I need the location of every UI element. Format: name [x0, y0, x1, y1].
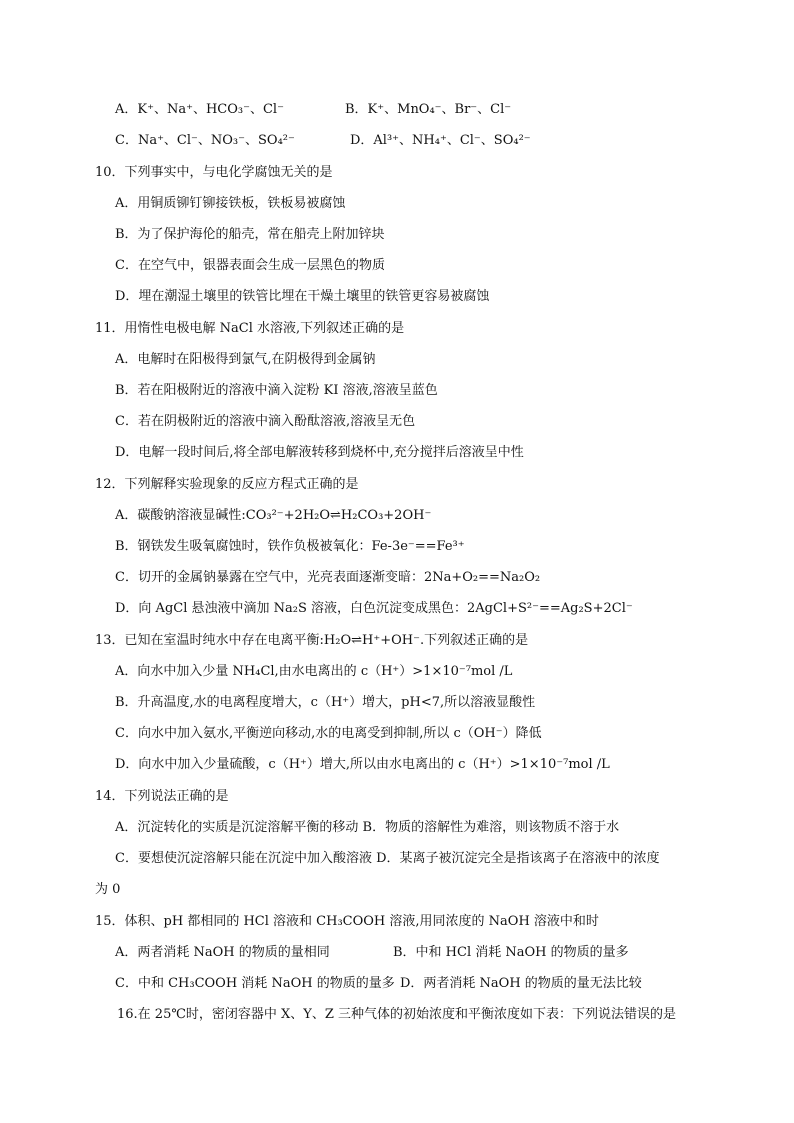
q12-option-b: B．钢铁发生吸氧腐蚀时，铁作负极被氧化：Fe-3e⁻==Fe³⁺: [115, 539, 465, 554]
q10-option-a: A．用铜质铆钉铆接铁板，铁板易被腐蚀: [115, 196, 346, 211]
q13-stem: 13．已知在室温时纯水中存在电离平衡:H₂O⇌H⁺+OH⁻.下列叙述正确的是: [95, 633, 529, 648]
q15-option-c: C．中和 CH₃COOH 消耗 NaOH 的物质的量多: [115, 976, 395, 991]
q14-options-cd: C．要想使沉淀溶解只能在沉淀中加入酸溶液 D．某离子被沉淀完全是指该离子在溶液中的浓度: [115, 851, 660, 866]
q11-option-b: B．若在阳极附近的溶液中滴入淀粉 KI 溶液,溶液呈蓝色: [115, 383, 438, 398]
q15-option-d: D．两者消耗 NaOH 的物质的量无法比较: [400, 976, 642, 991]
q11-option-d: D．电解一段时间后,将全部电解液转移到烧杯中,充分搅拌后溶液呈中性: [115, 445, 524, 460]
q13-option-a: A．向水中加入少量 NH₄Cl,由水电离出的 c（H⁺）>1×10⁻⁷mol /L: [115, 664, 513, 679]
q12-option-c: C．切开的金属钠暴露在空气中，光亮表面逐渐变暗：2Na+O₂==Na₂O₂: [115, 570, 541, 585]
q9-option-c: C．Na⁺、Cl⁻、NO₃⁻、SO₄²⁻: [115, 133, 295, 148]
q15-option-a: A．两者消耗 NaOH 的物质的量相同: [115, 945, 330, 960]
q12-stem: 12．下列解释实验现象的反应方程式正确的是: [95, 477, 359, 492]
q10-option-d: D．埋在潮湿土壤里的铁管比埋在干燥土壤里的铁管更容易被腐蚀: [115, 289, 490, 304]
q10-option-b: B．为了保护海伦的船壳，常在船壳上附加锌块: [115, 227, 385, 242]
q13-option-d: D．向水中加入少量硫酸，c（H⁺）增大,所以由水电离出的 c（H⁺）>1×10⁻⁷mol /L: [115, 757, 610, 772]
q12-option-d: D．向 AgCl 悬浊液中滴加 Na₂S 溶液，白色沉淀变成黑色：2AgCl+S²⁻==Ag₂S+2Cl⁻: [115, 601, 633, 616]
q9-option-b: B．K⁺、MnO₄⁻、Br⁻、Cl⁻: [345, 102, 512, 117]
q13-option-c: C．向水中加入氨水,平衡逆向移动,水的电离受到抑制,所以 c（OH⁻）降低: [115, 726, 542, 741]
q14-stem: 14．下列说法正确的是: [95, 789, 229, 804]
q11-option-a: A．电解时在阳极得到氯气,在阴极得到金属钠: [115, 352, 376, 367]
q12-option-a: A．碳酸钠溶液显碱性:CO₃²⁻+2H₂O⇌H₂CO₃+2OH⁻: [115, 508, 432, 523]
q15-stem: 15．体积、pH 都相同的 HCl 溶液和 CH₃COOH 溶液,用同浓度的 NaOH 溶液中和时: [95, 914, 599, 929]
q9-option-d: D．Al³⁺、NH₄⁺、Cl⁻、SO₄²⁻: [350, 133, 531, 148]
q10-stem: 10．下列事实中，与电化学腐蚀无关的是: [95, 165, 333, 180]
q14-options-ab: A．沉淀转化的实质是沉淀溶解平衡的移动 B．物质的溶解性为难溶，则该物质不溶于水: [115, 820, 620, 835]
q11-stem: 11．用惰性电极电解 NaCl 水溶液,下列叙述正确的是: [95, 321, 405, 336]
q14-option-d-continued: 为 0: [95, 882, 121, 897]
q10-option-c: C．在空气中，银器表面会生成一层黑色的物质: [115, 258, 385, 273]
q13-option-b: B．升高温度,水的电离程度增大，c（H⁺）增大，pH<7,所以溶液显酸性: [115, 695, 536, 710]
q9-option-a: A．K⁺、Na⁺、HCO₃⁻、Cl⁻: [115, 102, 284, 117]
q16-stem: 16.在 25℃时，密闭容器中 X、Y、Z 三种气体的初始浓度和平衡浓度如下表：下列说法错误的是: [117, 1007, 677, 1022]
q11-option-c: C．若在阴极附近的溶液中滴入酚酞溶液,溶液呈无色: [115, 414, 416, 429]
q15-option-b: B．中和 HCl 消耗 NaOH 的物质的量多: [393, 945, 629, 960]
